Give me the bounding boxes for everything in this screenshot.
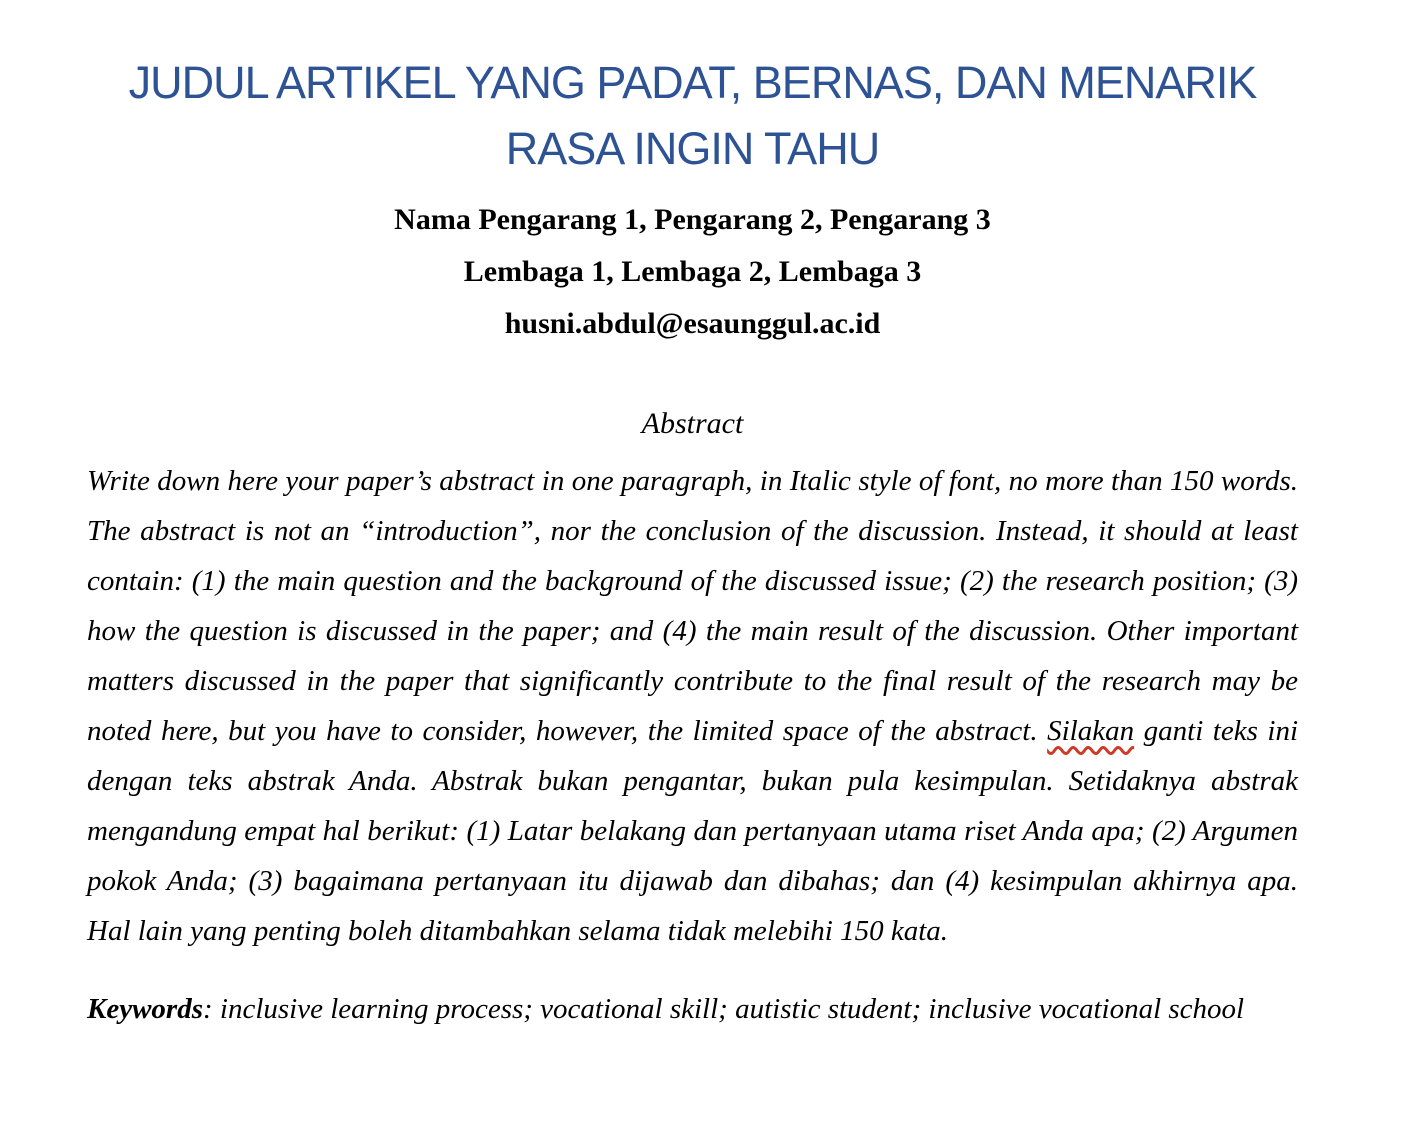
keywords-text: : inclusive learning process; vocational skill; autistic student; inclusive vocational school (203, 993, 1245, 1025)
abstract-text-before: Write down here your paper’s abstract in one paragraph, in Italic style of font, no more than 150 words. The abstract is not an “introduction”, nor the conclusion of the discussion. Instead, it should at least contain: (1) the main question and the background of the discussed issue; (2) the research position; (3) how the question is discussed in the paper; and (4) the main result of the discussion. Other important matters discussed in the paper that significantly contribute to the final result of the research may be noted here, but you have to consider, however, the limited space of the abstract. (87, 465, 1298, 747)
abstract-heading: Abstract (641, 407, 744, 440)
keywords-label: Keywords (87, 993, 203, 1025)
paper-title (87, 50, 1298, 182)
misspelled-word: Silakan (1047, 715, 1135, 747)
affiliations-line: Lembaga 1, Lembaga 2, Lembaga 3 (463, 255, 922, 288)
abstract-paragraph (87, 456, 1298, 956)
byline-block (87, 194, 1298, 350)
email-line: husni.abdul@esaunggul.ac.id (504, 307, 881, 340)
authors-line: Nama Pengarang 1, Pengarang 2, Pengarang 3 (394, 203, 991, 236)
paper-title-line-1: JUDUL ARTIKEL YANG PADAT, BERNAS, DAN MENARIK (128, 57, 1257, 108)
keywords-paragraph (87, 984, 1298, 1034)
abstract-text-after: ganti teks ini dengan teks abstrak Anda. Abstrak bukan pengantar, bukan pula kesimpulan. Setidaknya abstrak mengandung empat hal berikut: (1) Latar belakang dan pertanyaan utama riset Anda apa; (2) Argumen pokok Anda; (3) bagaimana pertanyaan itu dijawab dan dibahas; dan (4) kesimpulan akhirnya apa. Hal lain yang penting boleh ditambahkan selama tidak melebihi 150 kata. (87, 715, 1298, 947)
paper-title-line-2: RASA INGIN TAHU (505, 123, 880, 174)
